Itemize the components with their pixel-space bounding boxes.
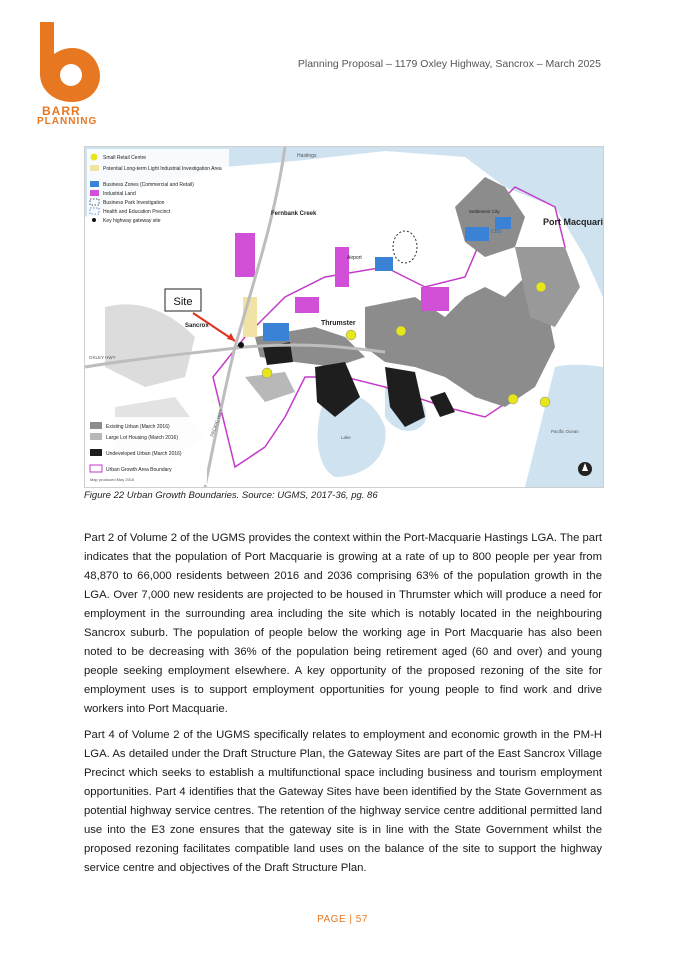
legend-item: Existing Urban (March 2016) [106, 424, 170, 430]
page-header-title: Planning Proposal – 1179 Oxley Highway, Sancrox – March 2025 [297, 58, 601, 70]
logo-text-planning: PLANNING [37, 116, 98, 127]
legend-swatch-large-lot [90, 433, 102, 440]
label-fernbank: Fernbank Creek [271, 211, 317, 217]
map-produced-note: Map produced May 2016 [90, 477, 135, 482]
small-retail-centre [396, 326, 406, 336]
small-retail-centre [540, 397, 550, 407]
industrial-land [235, 233, 255, 277]
legend-item: Key highway gateway site [103, 218, 161, 224]
urban-growth-map [84, 146, 604, 488]
legend-item: Business Zones (Commercial and Retail) [103, 182, 194, 188]
label-thrumster: Thrumster [321, 320, 356, 327]
legend-swatch-industrial [90, 190, 99, 196]
legend-item: Undeveloped Urban (March 2016) [106, 451, 182, 457]
industrial-land [295, 297, 319, 313]
site-label: Site [173, 296, 193, 308]
logo-text-barr: BARR [42, 104, 81, 118]
label-pacific-hwy: PACIFIC HWY [209, 408, 224, 438]
legend-item: Potential Long-term Light Industrial Investigation Area [103, 166, 222, 172]
legend-item: Health and Education Precinct [103, 209, 171, 215]
business-zone [375, 257, 393, 271]
legend-item: Industrial Land [103, 191, 136, 197]
business-zone [263, 323, 289, 341]
footer-page-label: PAGE [317, 914, 347, 925]
legend-item: Urban Growth Area Boundary [106, 467, 172, 473]
label-oxley-hwy: OXLEY HWY [89, 355, 116, 360]
logo-b-icon [34, 20, 104, 102]
label-airport: Airport [347, 255, 362, 261]
label-port: Port Macquarie [543, 217, 603, 227]
map-legend-top [87, 149, 229, 231]
footer-separator: | [349, 914, 353, 925]
small-retail-centre [508, 394, 518, 404]
small-retail-centre [536, 282, 546, 292]
map-legend-bottom [87, 417, 207, 485]
barr-planning-logo [34, 20, 104, 102]
label-cbd: CBD [491, 229, 502, 235]
figure-caption: Figure 22 Urban Growth Boundaries. Source: UGMS, 2017-36, pg. 86 [84, 490, 378, 501]
industrial-land [421, 287, 449, 311]
legend-swatch-existing-urban [90, 422, 102, 429]
legend-swatch-business [90, 181, 99, 187]
small-retail-centre [262, 368, 272, 378]
legend-item: Small Retail Centre [103, 155, 147, 161]
footer-page-number: 57 [355, 914, 368, 925]
body-paragraph: Part 4 of Volume 2 of the UGMS specifically relates to employment and economic growth in the PM-H LGA. As detailed under the Draft Structure Plan, the Gateway Sites are part of the East Sancrox Village Precinct which seeks to establish a multifunctional space including business and tourism employment opportunities. Part 4 identifies that the Gateway Sites have been identified by the State Government as potential highway service centres. The retention of the highway service centre additional permitted land use into the E3 zone ensures that the gateway site is in line with the State Government whilst the proposed rezoning facilitates compatible land uses on the balance of the site to support the highway service centre and objectives of the Draft Structure Plan. [84, 729, 602, 874]
legend-item: Large Lot Housing (March 2016) [106, 435, 178, 441]
label-hastings: Hastings [297, 153, 317, 159]
legend-swatch-retail [91, 154, 98, 161]
legend-swatch-light-industrial [90, 165, 99, 171]
label-sancrox: Sancrox [185, 323, 209, 329]
legend-item: Business Park Investigation [103, 200, 165, 206]
business-zone [465, 227, 489, 241]
body-paragraph: Part 2 of Volume 2 of the UGMS provides the context within the Port-Macquarie Hastings LGA. The part indicates that the population of Port Macquarie is growing at a rate of up to 800 people per year from 48,870 to 66,000 residents between 2016 and 2036 comprising 63% of the population growth in the LGA. Over 7,000 new residents are projected to be housed in Thrumster which will produce a need for employment in the surrounding area including the site which is notably located in the neighbouring Sancrox suburb. The population of people below the working age in Port Macquarie has also been noted to be decreasing with 36% of the population being retirement aged (60 and over) and young people seeking employment elsewhere. A key opportunity of the proposed rezoning of the site for employment uses is to support employment opportunities for young people to find work and drive workers into Port Macquarie. [84, 532, 602, 715]
industrial-land [335, 247, 349, 287]
business-zone [495, 217, 511, 229]
label-lake: Lake [341, 435, 351, 440]
key-gateway-site-marker [238, 342, 244, 348]
legend-swatch-gateway [92, 218, 96, 222]
label-settlement-city: Settlement City [469, 209, 500, 214]
small-retail-centre [346, 330, 356, 340]
label-pacific-ocean: Pacific Ocean [551, 429, 579, 434]
legend-swatch-undeveloped [90, 449, 102, 456]
page-footer [0, 914, 685, 925]
